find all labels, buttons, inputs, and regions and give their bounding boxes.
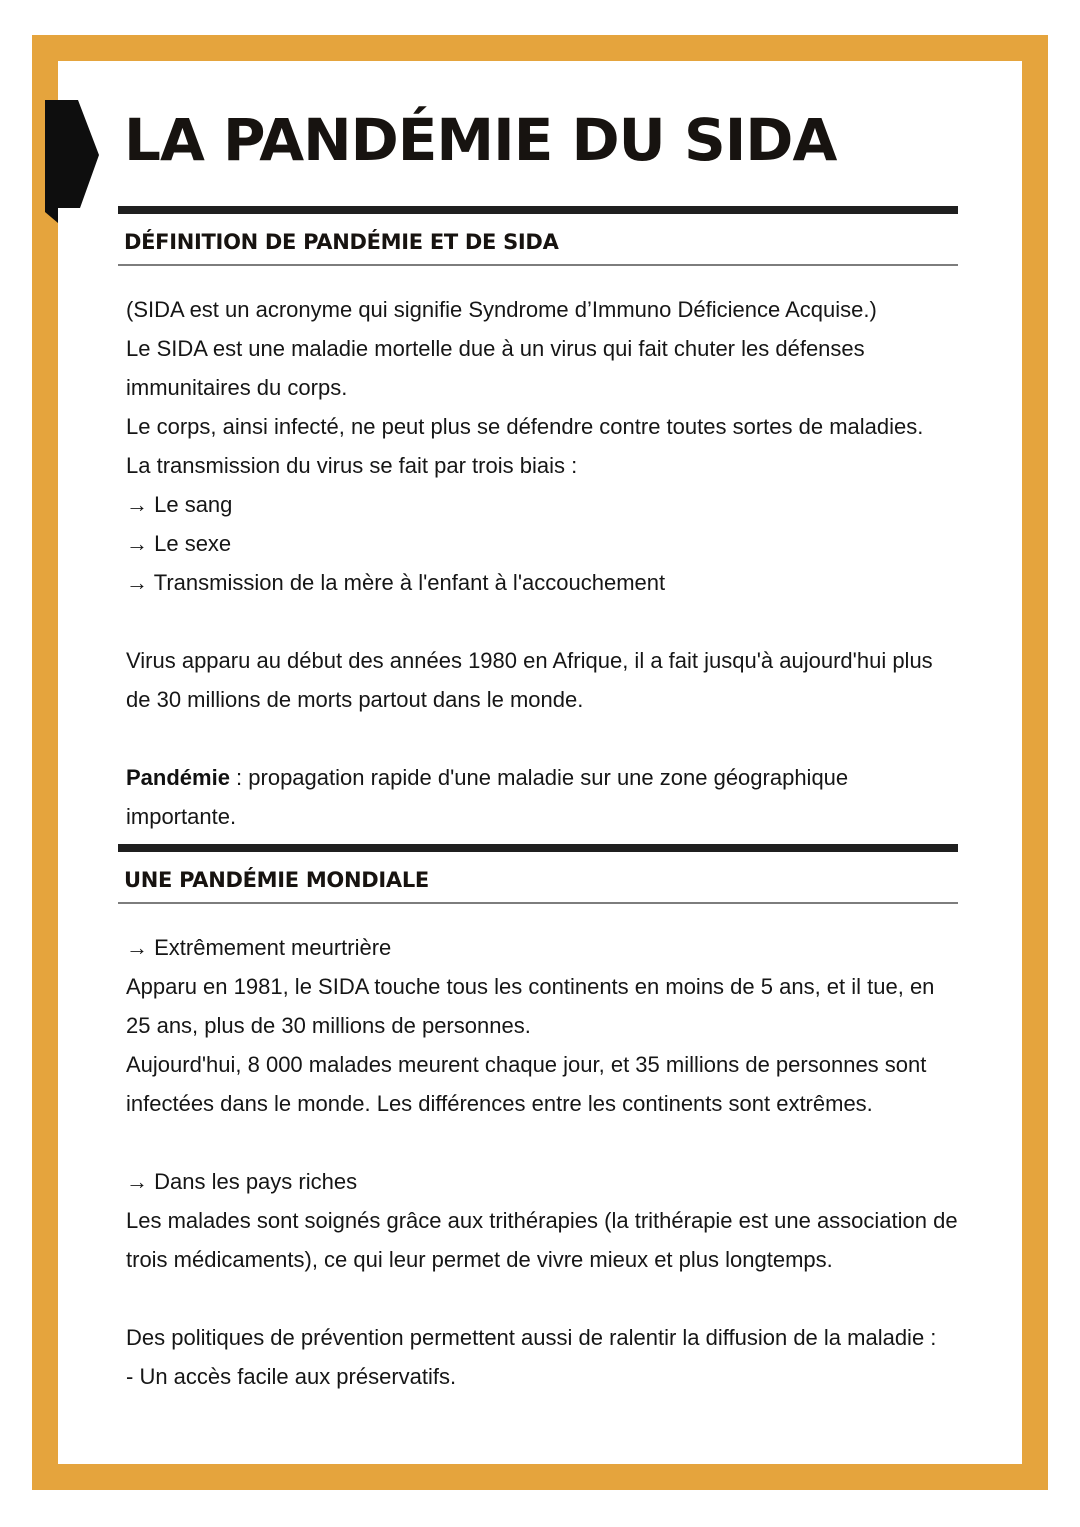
- text-line: (SIDA est un acronyme qui signifie Syndrome d’Immuno Déficience Acquise.): [126, 297, 877, 322]
- text-line: Le SIDA est une maladie mortelle due à un virus qui fait chuter les défenses: [126, 336, 865, 361]
- arrow-list-item: → Transmission de la mère à l'enfant à l'accouchement: [126, 570, 666, 595]
- paragraph: [118, 928, 958, 1123]
- paragraph: [118, 1162, 958, 1279]
- text-line: Virus apparu au début des années 1980 en Afrique, il a fait jusqu'à aujourd'hui plus: [126, 648, 933, 673]
- text-line: de 30 millions de morts partout dans le monde.: [126, 687, 584, 712]
- section-divider-thin: [118, 264, 958, 266]
- arrow-list-item: → Dans les pays riches: [126, 1169, 358, 1194]
- arrow-list-item: → Le sang: [126, 492, 233, 517]
- text-line: [126, 758, 958, 797]
- text-line: importante.: [126, 804, 237, 829]
- arrow-list-item: → Le sexe: [126, 531, 232, 556]
- text-line: Apparu en 1981, le SIDA touche tous les continents en moins de 5 ans, et il tue, en: [126, 974, 935, 999]
- paragraph: [118, 1318, 958, 1396]
- text-line: Le corps, ainsi infecté, ne peut plus se défendre contre toutes sortes de maladies.: [126, 414, 924, 439]
- section-header-definition: DÉFINITION DE PANDÉMIE ET DE SIDA: [124, 230, 559, 254]
- paragraph: [118, 290, 958, 602]
- text-line: La transmission du virus se fait par trois biais :: [126, 453, 578, 478]
- section-divider-thick: [118, 206, 958, 214]
- text-line: Les malades sont soignés grâce aux trithérapies (la trithérapie est une association de: [126, 1208, 958, 1233]
- paragraph: [118, 641, 958, 719]
- bold-term: Pandémie: [126, 765, 230, 790]
- section-header-pandemie-mondiale: UNE PANDÉMIE MONDIALE: [124, 868, 429, 892]
- text-line: Des politiques de prévention permettent aussi de ralentir la diffusion de la maladie :: [126, 1325, 937, 1350]
- text-line: trois médicaments), ce qui leur permet de vivre mieux et plus longtemps.: [126, 1247, 833, 1272]
- paragraph-definition-pandemie: [118, 758, 958, 836]
- page-title: LA PANDÉMIE DU SIDA: [124, 106, 837, 174]
- section-divider-thick: [118, 844, 958, 852]
- text-line: immunitaires du corps.: [126, 375, 348, 400]
- page-content: [118, 60, 958, 1396]
- dash-list-item: - Un accès facile aux préservatifs.: [126, 1364, 457, 1389]
- text-line: infectées dans le monde. Les différences entre les continents sont extrêmes.: [126, 1091, 873, 1116]
- arrow-list-item: → Extrêmement meurtrière: [126, 935, 392, 960]
- text-segment: : propagation rapide d'une maladie sur une zone géographique: [229, 765, 849, 790]
- text-line: Aujourd'hui, 8 000 malades meurent chaque jour, et 35 millions de personnes sont: [126, 1052, 927, 1077]
- text-line: 25 ans, plus de 30 millions de personnes.: [126, 1013, 531, 1038]
- section-divider-thin: [118, 902, 958, 904]
- bookmark-ribbon-icon: [44, 98, 102, 228]
